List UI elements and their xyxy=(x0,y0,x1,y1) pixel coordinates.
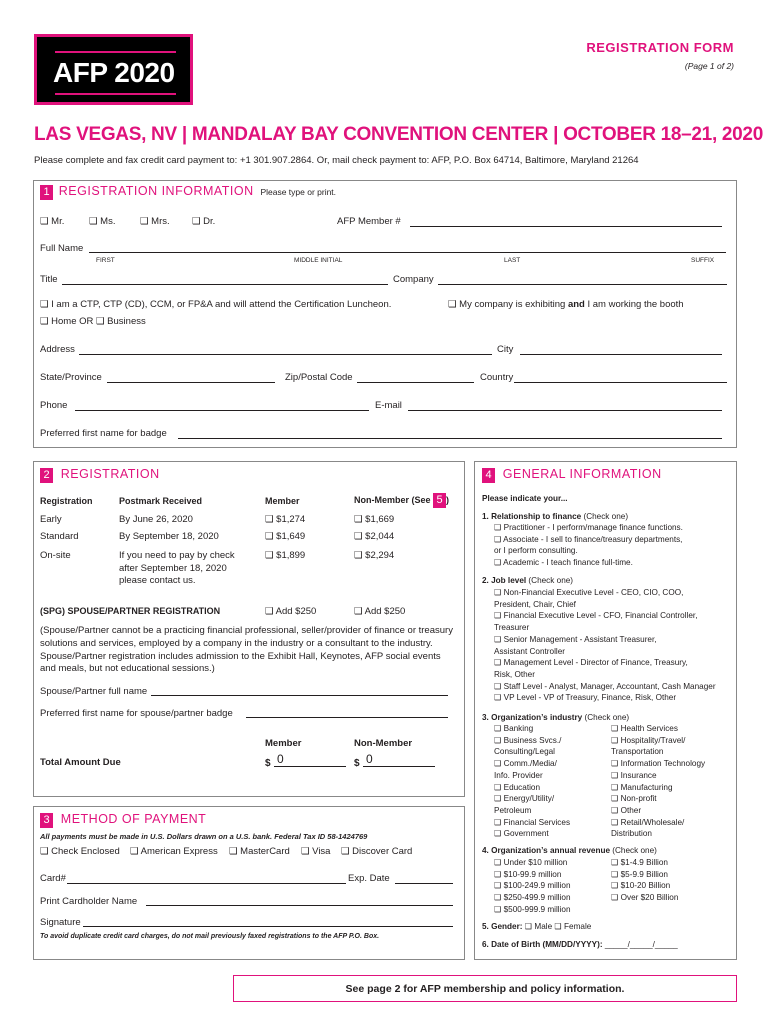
section-number: 2 xyxy=(40,468,53,483)
q2-option-1[interactable]: ❑ Non-Financial Executive Level - CEO, CIO, COO, xyxy=(494,588,684,597)
exp-date-label: Exp. Date xyxy=(348,873,390,884)
total-amount-label: Total Amount Due xyxy=(40,757,121,768)
city-field[interactable] xyxy=(520,354,722,355)
q3-label: 3. Organization’s industry xyxy=(482,713,583,722)
company-label: Company xyxy=(393,274,434,285)
spg-note: (Spouse/Partner cannot be a practicing financial professional, seller/provider of finance or treasury solutions and services, employed by a company in the industry or a consultant to the industry. Spouse/Partner registration includes admission to the Exhibit Hall, Keynotes, AFP social events and meals, but not educational sessions.) xyxy=(40,625,453,675)
section-number: 1 xyxy=(40,185,53,200)
q1-option-academic[interactable]: ❑ Academic - I teach finance full-time. xyxy=(494,558,633,568)
q3-option-insurance[interactable]: ❑ Insurance xyxy=(611,770,657,780)
name-part-first: FIRST xyxy=(96,257,115,264)
full-name-label: Full Name xyxy=(40,243,84,254)
member-currency: $ xyxy=(265,758,271,769)
signature-field[interactable] xyxy=(83,926,453,927)
phone-field[interactable] xyxy=(75,410,369,411)
section2-header xyxy=(40,467,160,483)
q4-option-under10m[interactable]: ❑ Under $10 million xyxy=(494,858,568,867)
logo-text: AFP 2020 xyxy=(53,57,175,88)
checkbox-mastercard[interactable]: ❑ MasterCard xyxy=(229,846,290,857)
city-label: City xyxy=(497,344,514,355)
title-label: Title xyxy=(40,274,58,285)
nonmember-total-field[interactable]: 0 xyxy=(363,752,435,767)
q6-label: 6. Date of Birth (MM/DD/YYYY): xyxy=(482,940,603,949)
q2-options xyxy=(494,587,716,704)
checkbox-exhibiting[interactable] xyxy=(448,299,684,310)
afp-logo xyxy=(34,34,193,105)
intro-text: Please complete and fax credit card payment to: +1 301.907.2864. Or, mail check payment to: AFP, P.O. Box 64714, Baltimore, Maryland 21264 xyxy=(34,155,639,166)
checkbox-spg-member[interactable]: ❑ Add $250 xyxy=(265,606,317,617)
checkbox-onsite-nonmember[interactable]: ❑ $2,294 xyxy=(354,550,395,561)
q4-option-over20b[interactable]: ❑ Over $20 Billion xyxy=(611,893,679,903)
email-label: E-mail xyxy=(375,400,402,411)
exhibiting-text-b: and xyxy=(567,299,585,310)
row-early-date: By June 26, 2020 xyxy=(119,514,193,525)
q3-option-other[interactable]: ❑ Other xyxy=(611,805,642,815)
zip-field[interactable] xyxy=(357,382,474,383)
q3-options-right xyxy=(611,723,705,840)
see-section-number: 5 xyxy=(433,493,446,508)
checkbox-spg-nonmember[interactable]: ❑ Add $250 xyxy=(354,606,406,617)
q3-option-hospitality-cont: Transportation xyxy=(611,747,664,757)
q3-option-government[interactable]: ❑ Government xyxy=(494,829,549,839)
q4-options-right xyxy=(611,857,678,904)
q3-option-banking[interactable]: ❑ Banking xyxy=(494,724,534,733)
q4-option-500-999m[interactable]: ❑ $500-999.9 million xyxy=(494,904,571,914)
q3-option-business[interactable]: ❑ Business Svcs./ xyxy=(494,735,562,745)
row-onsite-type: On-site xyxy=(40,550,71,561)
section-title: GENERAL INFORMATION xyxy=(502,467,662,481)
q3-option-energy[interactable]: ❑ Energy/Utility/ xyxy=(494,794,555,804)
spouse-badge-field[interactable] xyxy=(246,717,448,718)
q3-option-health[interactable]: ❑ Health Services xyxy=(611,724,678,733)
section-hint: Please type or print. xyxy=(260,187,337,197)
title-field[interactable] xyxy=(62,284,388,285)
row-onsite-date: If you need to pay by check after September 18, 2020 please contact us. xyxy=(119,550,235,586)
footer-box xyxy=(233,975,737,1002)
duplicate-warning: To avoid duplicate credit card charges, do not mail previously faxed registrations to the AFP P.O. Box. xyxy=(40,933,380,940)
q3-option-manufacturing[interactable]: ❑ Manufacturing xyxy=(611,782,673,792)
badge-name-label: Preferred first name for badge xyxy=(40,428,167,439)
event-headline: LAS VEGAS, NV | MANDALAY BAY CONVENTION CENTER | OCTOBER 18–21, 2020 xyxy=(34,124,763,145)
address-label: Address xyxy=(40,344,75,355)
spouse-name-field[interactable] xyxy=(151,695,448,696)
checkbox-home-business[interactable]: ❑ Home OR ❑ Business xyxy=(40,316,146,327)
q3-option-energy-cont: Petroleum xyxy=(494,805,532,815)
section-number: 4 xyxy=(482,468,495,483)
checkbox-early-nonmember[interactable]: ❑ $1,669 xyxy=(354,514,395,525)
email-field[interactable] xyxy=(408,410,722,411)
col-nonmember-label: Non-Member (See xyxy=(354,495,431,505)
page-indicator: (Page 1 of 2) xyxy=(684,61,734,71)
member-total-field[interactable]: 0 xyxy=(274,752,346,767)
q1-option-associate[interactable]: ❑ Associate - I sell to finance/treasury departments, xyxy=(494,534,683,544)
q3-hint: (Check one) xyxy=(582,713,630,722)
checkbox-ms[interactable]: ❑ Ms. xyxy=(89,216,116,227)
section-title: REGISTRATION xyxy=(60,467,160,481)
exp-date-field[interactable] xyxy=(395,883,453,884)
q2-option-4-cont: Risk, Other xyxy=(494,669,535,679)
signature-label: Signature xyxy=(40,917,81,928)
q4-option-1-4b[interactable]: ❑ $1-4.9 Billion xyxy=(611,858,668,867)
col-registration: Registration xyxy=(40,496,93,506)
q4-label: 4. Organization’s annual revenue xyxy=(482,846,611,855)
checkbox-standard-nonmember[interactable]: ❑ $2,044 xyxy=(354,531,395,542)
checkbox-onsite-member[interactable]: ❑ $1,899 xyxy=(265,550,306,561)
q3-option-comm-cont: Info. Provider xyxy=(494,770,543,780)
q3-heading xyxy=(482,712,629,724)
checkbox-ctp-luncheon[interactable]: ❑ I am a CTP, CTP (CD), CCM, or FP&A and will attend the Certification Luncheon. xyxy=(40,299,392,310)
q3-options-left xyxy=(494,723,570,840)
q6-blank: _____/_____/_____ xyxy=(604,940,678,949)
q5-gender[interactable] xyxy=(482,921,591,933)
q3-option-business-cont: Consulting/Legal xyxy=(494,747,555,757)
card-number-field[interactable] xyxy=(67,883,346,884)
full-name-field[interactable] xyxy=(89,252,726,253)
checkbox-mrs[interactable]: ❑ Mrs. xyxy=(140,216,170,227)
q3-option-financial[interactable]: ❑ Financial Services xyxy=(494,817,571,827)
col-postmark: Postmark Received xyxy=(119,496,203,506)
total-nonmember-col: Non-Member xyxy=(354,738,413,749)
q2-hint: (Check one) xyxy=(526,576,574,585)
member-number-field[interactable] xyxy=(410,226,722,227)
q1-options xyxy=(494,522,683,569)
payment-note: All payments must be made in U.S. Dollars drawn on a U.S. bank. Federal Tax ID 58-1424769 xyxy=(40,832,368,841)
cardholder-label: Print Cardholder Name xyxy=(40,896,138,907)
q4-hint: (Check one) xyxy=(610,846,657,855)
q1-option-associate-cont: or I perform consulting. xyxy=(494,546,578,556)
exhibiting-text-a: ❑ My company is exhibiting xyxy=(448,299,568,310)
state-label: State/Province xyxy=(40,372,102,383)
col-nonmember-close: ) xyxy=(446,495,450,505)
badge-name-field[interactable] xyxy=(178,438,722,439)
section-title: METHOD OF PAYMENT xyxy=(60,812,207,826)
q1-label: 1. Relationship to finance xyxy=(482,512,582,521)
q2-option-5[interactable]: ❑ Staff Level - Analyst, Manager, Accountant, Cash Manager xyxy=(494,681,716,691)
q2-label: 2. Job level xyxy=(482,576,527,585)
total-member-col: Member xyxy=(265,738,302,749)
q3-option-it[interactable]: ❑ Information Technology xyxy=(611,759,706,769)
q4-option-250-499m[interactable]: ❑ $250-499.9 million xyxy=(494,893,571,903)
name-part-middle: MIDDLE INITIAL xyxy=(294,257,343,264)
spouse-name-label: Spouse/Partner full name xyxy=(40,686,148,697)
zip-label: Zip/Postal Code xyxy=(285,372,353,383)
q2-option-3-cont: Assistant Controller xyxy=(494,646,565,656)
footer-note: See page 2 for AFP membership and policy information. xyxy=(345,983,625,995)
name-part-suffix: SUFFIX xyxy=(691,257,715,264)
q4-heading xyxy=(482,845,657,857)
col-nonmember xyxy=(354,493,449,508)
member-number-label: AFP Member # xyxy=(337,216,401,227)
q4-options-left xyxy=(494,857,571,916)
q3-option-retail[interactable]: ❑ Retail/Wholesale/ xyxy=(611,817,685,827)
q6-dob[interactable] xyxy=(482,939,678,951)
q3-option-retail-cont: Distribution xyxy=(611,829,652,839)
row-standard-date: By September 18, 2020 xyxy=(119,531,219,542)
indicate-label: Please indicate your... xyxy=(482,494,568,503)
spouse-badge-label: Preferred first name for spouse/partner badge xyxy=(40,708,233,719)
q3-option-nonprofit[interactable]: ❑ Non-profit xyxy=(611,794,657,804)
q3-option-hospitality[interactable]: ❑ Hospitality/Travel/ xyxy=(611,735,686,745)
q1-option-practitioner[interactable]: ❑ Practitioner - I perform/manage finance functions. xyxy=(494,523,683,532)
q2-option-2[interactable]: ❑ Financial Executive Level - CFO, Financial Controller, xyxy=(494,611,698,621)
q2-option-1-cont: President, Chair, Chief xyxy=(494,599,576,609)
checkbox-discover[interactable]: ❑ Discover Card xyxy=(341,846,413,857)
section4-header xyxy=(482,467,662,483)
q2-option-6[interactable]: ❑ VP Level - VP of Treasury, Finance, Risk, Other xyxy=(494,693,677,703)
q2-heading xyxy=(482,575,573,587)
q5-options: ❑ Male ❑ Female xyxy=(522,922,592,931)
q4-option-100-249m[interactable]: ❑ $100-249.9 million xyxy=(494,881,571,891)
checkbox-visa[interactable]: ❑ Visa xyxy=(301,846,331,857)
section1-header xyxy=(40,184,336,200)
q3-option-comm[interactable]: ❑ Comm./Media/ xyxy=(494,759,557,769)
form-title: REGISTRATION FORM xyxy=(586,40,734,55)
logo-top-bar xyxy=(55,51,176,53)
spg-label: (SPG) SPOUSE/PARTNER REGISTRATION xyxy=(40,606,221,616)
country-field[interactable] xyxy=(514,382,727,383)
checkbox-early-member[interactable]: ❑ $1,274 xyxy=(265,514,306,525)
state-field[interactable] xyxy=(107,382,275,383)
q4-option-10-99m[interactable]: ❑ $10-99.9 million xyxy=(494,869,562,879)
q2-option-3[interactable]: ❑ Senior Management - Assistant Treasurer, xyxy=(494,634,657,644)
logo-bottom-bar xyxy=(55,93,176,95)
country-label: Country xyxy=(480,372,514,383)
q4-option-5-9b[interactable]: ❑ $5-9.9 Billion xyxy=(611,869,668,879)
q4-option-10-20b[interactable]: ❑ $10-20 Billion xyxy=(611,881,671,891)
col-member: Member xyxy=(265,496,300,506)
checkbox-american-express[interactable]: ❑ American Express xyxy=(130,846,218,857)
name-part-last: LAST xyxy=(504,257,521,264)
card-number-label: Card# xyxy=(40,873,66,884)
q1-hint: (Check one) xyxy=(581,512,629,521)
row-standard-type: Standard xyxy=(40,531,79,542)
checkbox-dr[interactable]: ❑ Dr. xyxy=(192,216,216,227)
checkbox-mr[interactable]: ❑ Mr. xyxy=(40,216,65,227)
phone-label: Phone xyxy=(40,400,68,411)
checkbox-standard-member[interactable]: ❑ $1,649 xyxy=(265,531,306,542)
q1-heading xyxy=(482,511,628,523)
row-early-type: Early xyxy=(40,514,62,525)
nonmember-currency: $ xyxy=(354,758,360,769)
section-number: 3 xyxy=(40,813,53,828)
q2-option-2-cont: Treasurer xyxy=(494,623,530,633)
section3-header xyxy=(40,812,206,828)
checkbox-check-enclosed[interactable]: ❑ Check Enclosed xyxy=(40,846,120,857)
section-title: REGISTRATION INFORMATION xyxy=(58,184,254,198)
cardholder-field[interactable] xyxy=(146,905,453,906)
company-field[interactable] xyxy=(438,284,727,285)
exhibiting-text-c: I am working the booth xyxy=(584,299,684,310)
q5-label: 5. Gender: xyxy=(482,922,523,931)
address-field[interactable] xyxy=(79,354,492,355)
q3-option-education[interactable]: ❑ Education xyxy=(494,782,541,792)
q2-option-4[interactable]: ❑ Management Level - Director of Finance, Treasury, xyxy=(494,658,688,668)
